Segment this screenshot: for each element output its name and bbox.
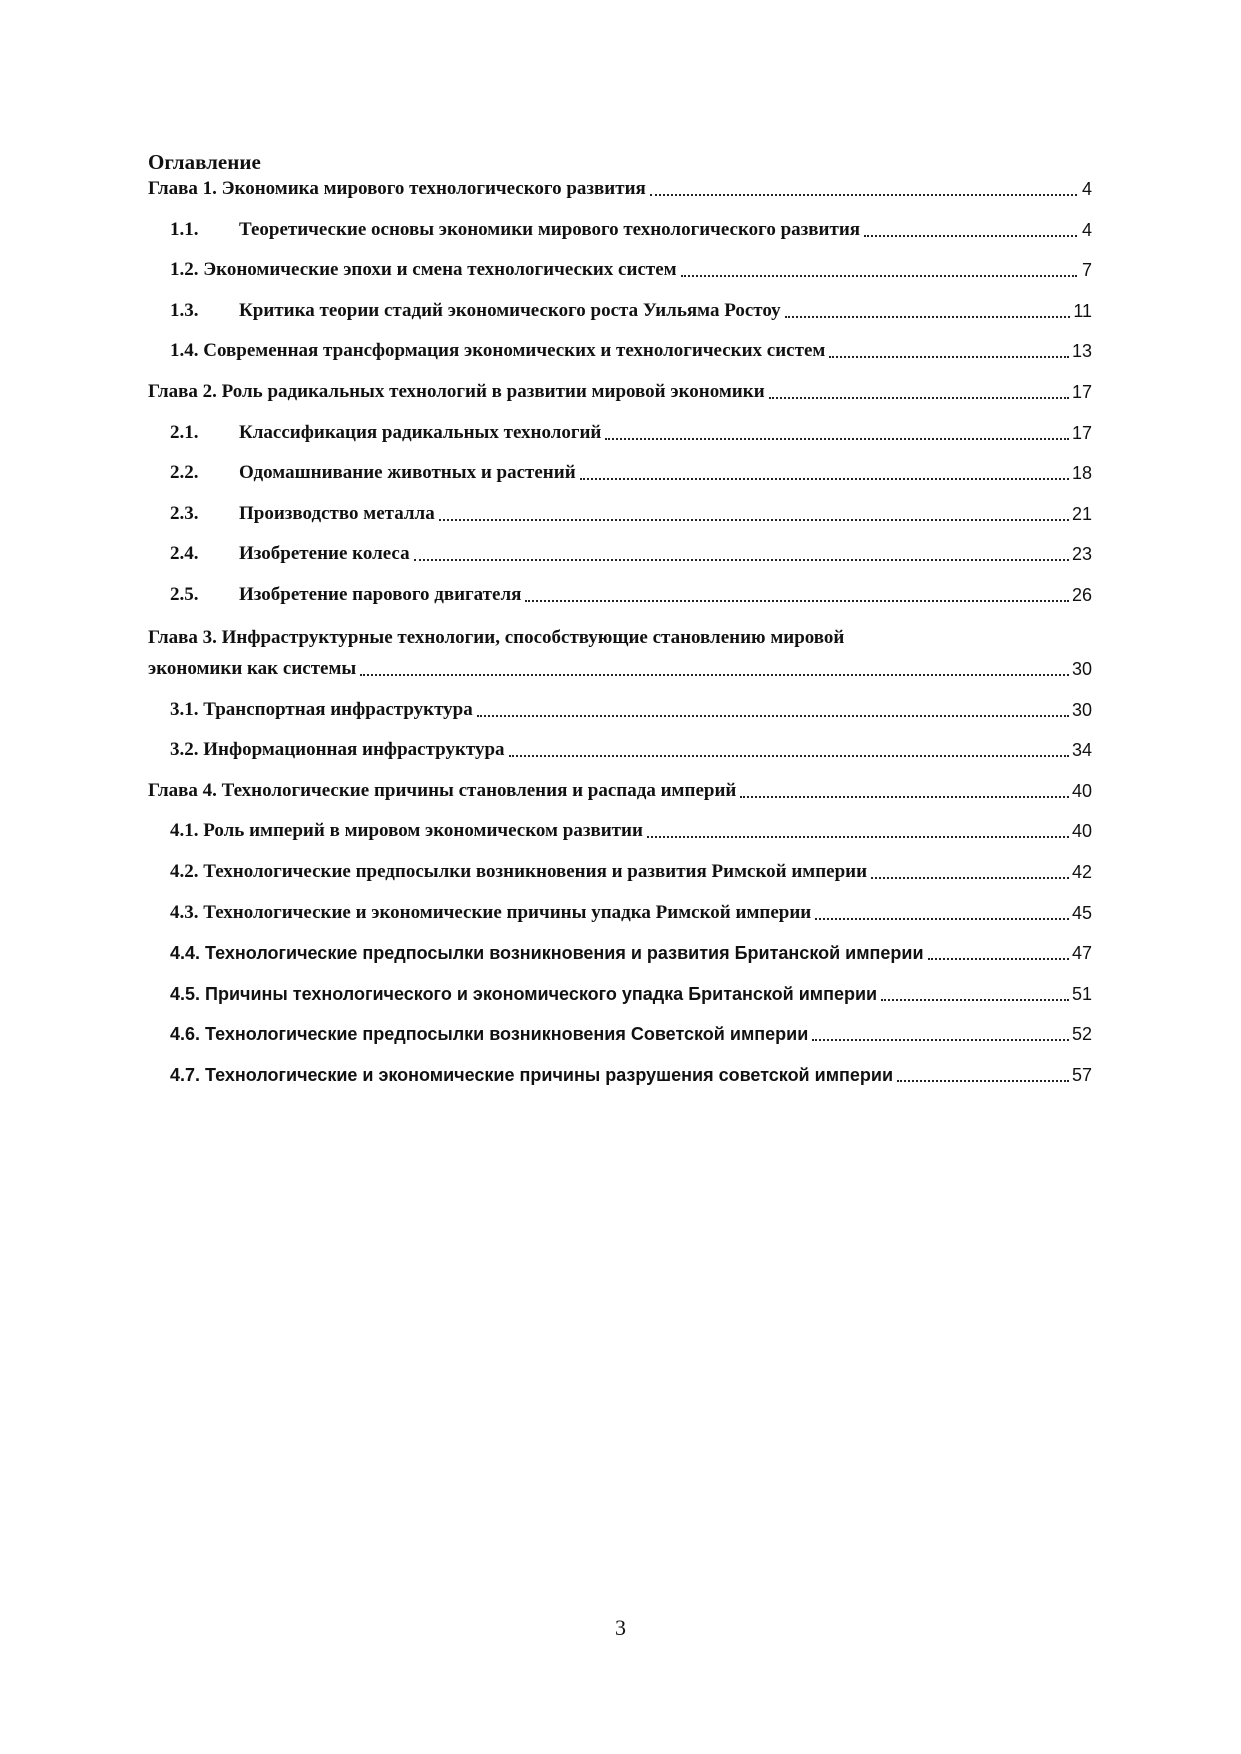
toc-entry-title-line2-row	[148, 648, 1092, 684]
toc-entry-title: экономики как системы	[148, 657, 357, 679]
dot-leader	[829, 356, 1069, 358]
toc-entry-number: 2.4.	[170, 543, 199, 565]
dot-leader	[477, 715, 1069, 717]
toc-entry-page: 13	[1071, 341, 1092, 362]
toc-entry-title: Глава 4. Технологические причины становления и распада империй	[148, 779, 737, 801]
dot-leader	[740, 796, 1069, 798]
toc-entry-section-4-4[interactable]	[148, 928, 1092, 969]
toc-entry-number: 2.3.	[170, 502, 199, 524]
toc-entry-page: 17	[1071, 381, 1092, 402]
dot-leader	[785, 316, 1071, 318]
toc-entry-page: 4	[1081, 179, 1092, 199]
toc-entry-number: 1.1.	[170, 218, 199, 240]
toc-entry-title: 4.1. Роль империй в мировом экономическом развитии	[170, 820, 643, 842]
toc-entry-section-2-4[interactable]	[148, 529, 1092, 570]
dot-leader	[580, 478, 1069, 480]
toc-list	[148, 180, 1092, 1090]
toc-entry-chapter-2[interactable]	[148, 366, 1092, 407]
toc-entry-title: Изобретение парового двигателя	[239, 583, 522, 605]
toc-entry-chapter-1[interactable]	[148, 180, 1092, 204]
dot-leader	[439, 519, 1069, 521]
toc-entry-section-2-3[interactable]	[148, 488, 1092, 529]
dot-leader	[871, 877, 1069, 879]
toc-entry-chapter-4[interactable]	[148, 765, 1092, 806]
toc-entry-page: 45	[1071, 902, 1092, 923]
toc-entry-page: 4	[1081, 219, 1092, 240]
toc-entry-page: 18	[1071, 463, 1092, 484]
toc-entry-section-2-5[interactable]	[148, 569, 1092, 610]
toc-entry-page: 42	[1071, 861, 1092, 882]
toc-entry-section-2-2[interactable]	[148, 448, 1092, 489]
dot-leader	[605, 438, 1069, 440]
toc-entry-section-1-1[interactable]	[148, 204, 1092, 245]
toc-entry-section-4-6[interactable]	[148, 1009, 1092, 1050]
toc-entry-title: 3.2. Информационная инфраструктура	[170, 739, 505, 761]
toc-entry-page: 11	[1073, 300, 1092, 321]
toc-entry-section-4-2[interactable]	[148, 846, 1092, 887]
toc-entry-page: 26	[1071, 584, 1092, 605]
toc-entry-title: Одомашнивание животных и растений	[239, 462, 576, 484]
toc-entry-page: 51	[1071, 983, 1092, 1004]
toc-entry-title: 4.7. Технологические и экономические причины разрушения советской империи	[170, 1064, 894, 1085]
toc-entry-title: 4.6. Технологические предпосылки возникновения Советской империи	[170, 1024, 809, 1045]
dot-leader	[812, 1039, 1069, 1041]
toc-entry-title: Производство металла	[239, 502, 435, 524]
page-number: 3	[615, 1615, 626, 1640]
toc-entry-title: Критика теории стадий экономического роста Уильяма Ростоу	[239, 299, 781, 321]
toc-entry-section-4-7[interactable]	[148, 1049, 1092, 1090]
toc-entry-title: Глава 1. Экономика мирового технологического развития	[148, 178, 646, 199]
toc-entry-title: 1.2. Экономические эпохи и смена технологических систем	[170, 259, 677, 281]
toc-entry-title: Теоретические основы экономики мирового технологического развития	[239, 218, 861, 240]
dot-leader	[525, 600, 1069, 602]
toc-entry-title: 4.5. Причины технологического и экономического упадка Британской империи	[170, 983, 878, 1004]
toc-entry-title-line1: Глава 3. Инфраструктурные технологии, способствующие становлению мировой	[148, 626, 845, 648]
toc-heading: Оглавление	[148, 150, 261, 174]
toc-entry-page: 40	[1071, 821, 1092, 842]
toc-entry-section-4-5[interactable]	[148, 968, 1092, 1009]
dot-leader	[769, 397, 1069, 399]
toc-entry-chapter-3[interactable]	[148, 610, 1092, 684]
toc-entry-section-1-4[interactable]	[148, 326, 1092, 367]
toc-entry-page: 30	[1071, 699, 1092, 720]
toc-entry-title: Глава 2. Роль радикальных технологий в развитии мировой экономики	[148, 380, 765, 402]
dot-leader	[864, 235, 1077, 237]
toc-entry-title: Изобретение колеса	[239, 543, 410, 565]
toc-entry-page: 30	[1071, 658, 1092, 679]
dot-leader	[414, 559, 1069, 561]
toc-entry-page: 21	[1071, 503, 1092, 524]
dot-leader	[681, 275, 1077, 277]
toc-entry-page: 23	[1071, 544, 1092, 565]
toc-entry-page: 40	[1071, 780, 1092, 801]
toc-entry-section-2-1[interactable]	[148, 407, 1092, 448]
toc-entry-section-4-1[interactable]	[148, 806, 1092, 847]
toc-entry-title: 4.3. Технологические и экономические причины упадка Римской империи	[170, 901, 812, 923]
dot-leader	[897, 1080, 1069, 1082]
dot-leader	[360, 674, 1069, 676]
toc-entry-number: 2.2.	[170, 462, 199, 484]
dot-leader	[881, 999, 1069, 1001]
toc-entry-section-4-3[interactable]	[148, 887, 1092, 928]
dot-leader	[928, 958, 1069, 960]
toc-entry-title: 4.4. Технологические предпосылки возникновения и развития Британской империи	[170, 943, 924, 964]
dot-leader	[509, 755, 1069, 757]
toc-entry-number: 2.1.	[170, 421, 199, 443]
toc-entry-page: 7	[1081, 260, 1092, 281]
toc-entry-page: 52	[1071, 1024, 1092, 1045]
toc-entry-page: 17	[1071, 422, 1092, 443]
toc-entry-title: Классификация радикальных технологий	[239, 421, 602, 443]
toc-entry-section-3-1[interactable]	[148, 684, 1092, 725]
toc-entry-section-1-2[interactable]	[148, 245, 1092, 286]
dot-leader	[647, 836, 1069, 838]
toc-entry-title: 4.2. Технологические предпосылки возникновения и развития Римской империи	[170, 860, 868, 882]
toc-entry-page: 34	[1071, 740, 1092, 761]
dot-leader	[650, 194, 1077, 196]
toc-entry-page: 47	[1071, 943, 1092, 964]
toc-entry-title: 3.1. Транспортная инфраструктура	[170, 698, 473, 720]
toc-entry-section-3-2[interactable]	[148, 725, 1092, 766]
toc-entry-page: 57	[1071, 1064, 1092, 1085]
toc-entry-section-1-3[interactable]	[148, 285, 1092, 326]
toc-entry-number: 1.3.	[170, 299, 199, 321]
dot-leader	[815, 918, 1069, 920]
toc-entry-number: 2.5.	[170, 583, 199, 605]
toc-entry-title: 1.4. Современная трансформация экономических и технологических систем	[170, 340, 826, 362]
